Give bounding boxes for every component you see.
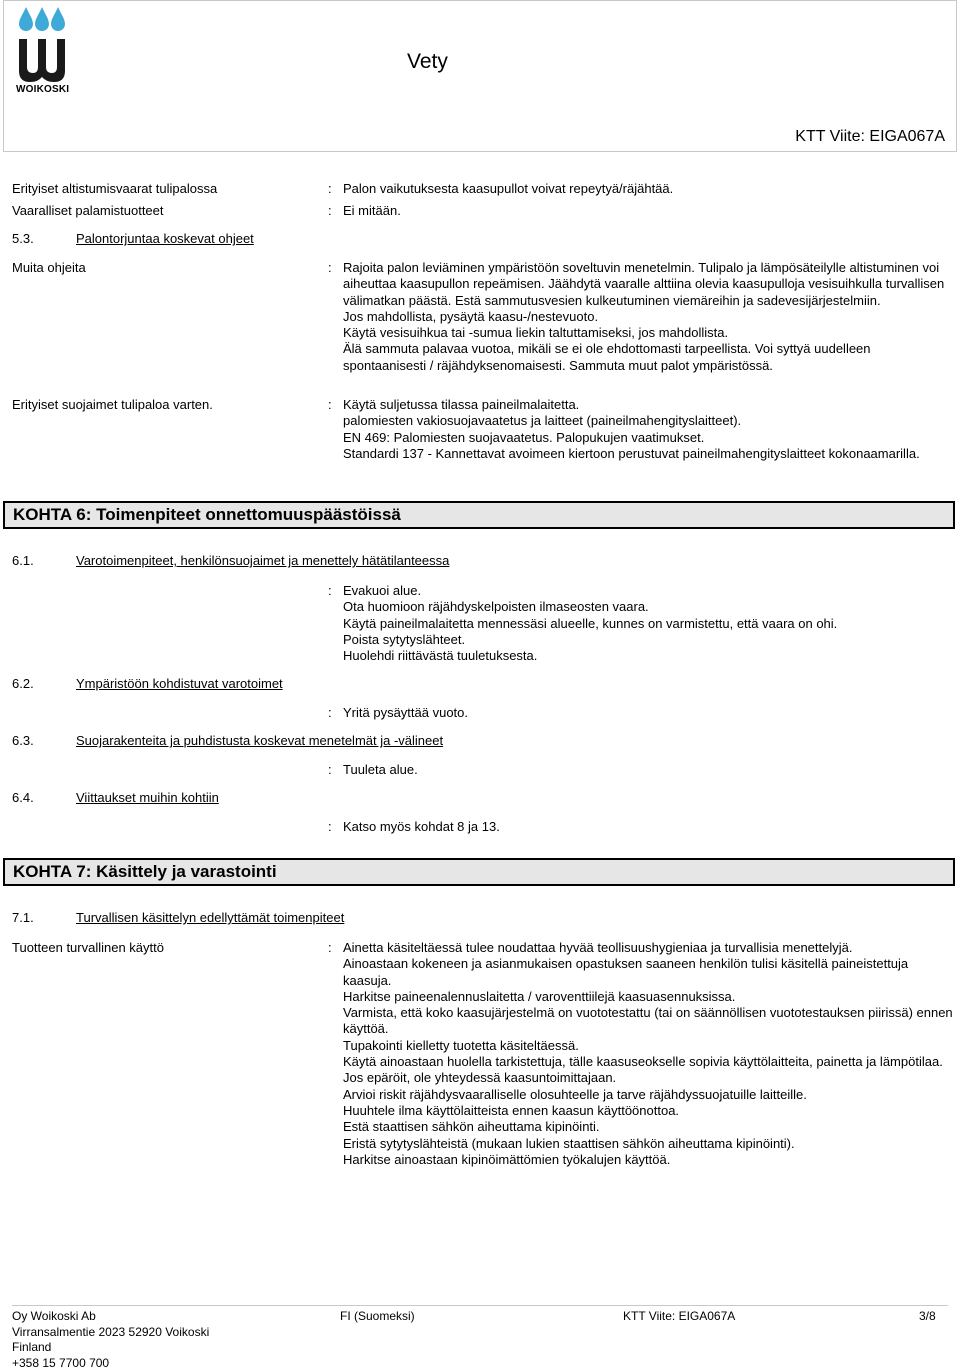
footer-language: FI (Suomeksi) <box>340 1309 415 1325</box>
text-line: Ota huomioon räjähdyskelpoisten ilmaseosten vaara. <box>343 599 955 615</box>
subsection-6-3 <box>12 733 443 749</box>
section-7-heading: KOHTA 7: Käsittely ja varastointi <box>3 858 955 886</box>
footer-phone: +358 15 7700 700 <box>12 1356 209 1371</box>
subsection-number: 6.1. <box>12 553 76 569</box>
colon: : <box>328 762 332 778</box>
colon: : <box>328 181 332 197</box>
value-6-4: Katso myös kohdat 8 ja 13. <box>343 819 955 835</box>
colon: : <box>328 940 332 956</box>
text-line: Harkitse paineenalennuslaitetta / varoventtiilejä kaasuasennuksissa. <box>343 989 955 1005</box>
subsection-6-4 <box>12 790 219 806</box>
header-reference: KTT Viite: EIGA067A <box>795 128 945 146</box>
value-protective-equipment <box>343 397 955 462</box>
subsection-title: Palontorjuntaa koskevat ohjeet <box>76 231 254 246</box>
value-6-2: Yritä pysäyttää vuoto. <box>343 705 955 721</box>
colon: : <box>328 819 332 835</box>
text-line: palomiesten vakiosuojavaatetus ja laitteet (paineilmahengityslaitteet). <box>343 413 955 429</box>
subsection-title: Turvallisen käsittelyn edellyttämät toimenpiteet <box>76 910 344 925</box>
subsection-number: 5.3. <box>12 231 76 247</box>
label-other-instructions: Muita ohjeita <box>12 260 86 276</box>
colon: : <box>328 397 332 413</box>
label-combustion-products: Vaaralliset palamistuotteet <box>12 203 164 219</box>
text-line: Evakuoi alue. <box>343 583 955 599</box>
subsection-number: 6.4. <box>12 790 76 806</box>
footer-divider <box>12 1305 948 1306</box>
woikoski-logo-icon <box>14 5 74 95</box>
subsection-number: 7.1. <box>12 910 76 926</box>
text-line: Käytä vesisuihkua tai -sumua liekin taltuttamiseksi, jos mahdollista. <box>343 325 955 341</box>
colon: : <box>328 203 332 219</box>
value-safe-use <box>343 940 955 1168</box>
footer-reference: KTT Viite: EIGA067A <box>623 1309 735 1325</box>
subsection-title: Viittaukset muihin kohtiin <box>76 790 219 805</box>
text-line: Standardi 137 - Kannettavat avoimeen kiertoon perustuvat paineilmahengityslaitteet kokonaamarilla. <box>343 446 955 462</box>
text-line: Jos mahdollista, pysäytä kaasu-/nestevuoto. <box>343 309 955 325</box>
document-header <box>3 0 957 152</box>
text-line: Huuhtele ilma käyttölaitteista ennen kaasun käyttöönottoa. <box>343 1103 955 1119</box>
subsection-7-1 <box>12 910 344 926</box>
subsection-number: 6.3. <box>12 733 76 749</box>
subsection-5-3 <box>12 231 254 247</box>
text-line: Älä sammuta palavaa vuotoa, mikäli se ei ole ehdottomasti tarpeellista. Voi syttyä uudelleen spontaanisesti / räjähdyksenomaisesti. Sammuta muut palot ympäristössä. <box>343 341 955 374</box>
subsection-number: 6.2. <box>12 676 76 692</box>
value-fire-hazards: Palon vaikutuksesta kaasupullot voivat repeytyä/räjähtää. <box>343 181 955 197</box>
value-6-3: Tuuleta alue. <box>343 762 955 778</box>
text-line: Ainetta käsiteltäessä tulee noudattaa hyvää teollisuushygieniaa ja turvallisia menettelyjä. <box>343 940 955 956</box>
colon: : <box>328 260 332 276</box>
text-line: Huolehdi riittävästä tuuletuksesta. <box>343 648 955 664</box>
section-6-heading: KOHTA 6: Toimenpiteet onnettomuuspäästöissä <box>3 501 955 529</box>
document-title: Vety <box>407 50 448 74</box>
label-fire-hazards: Erityiset altistumisvaarat tulipalossa <box>12 181 217 197</box>
value-combustion-products: Ei mitään. <box>343 203 955 219</box>
text-line: Käytä paineilmalaitetta mennessäsi alueelle, kunnes on varmistettu, että vaara on ohi. <box>343 616 955 632</box>
text-line: Arvioi riskit räjähdysvaaralliselle olosuhteelle ja tarve räjähdyssuojatuille laitteille. <box>343 1087 955 1103</box>
subsection-title: Suojarakenteita ja puhdistusta koskevat menetelmät ja -välineet <box>76 733 443 748</box>
footer-company: Oy Woikoski Ab <box>12 1309 209 1325</box>
subsection-6-2 <box>12 676 283 692</box>
subsection-title: Ympäristöön kohdistuvat varotoimet <box>76 676 283 691</box>
text-line: Käytä suljetussa tilassa paineilmalaitetta. <box>343 397 955 413</box>
logo-wordmark: WOIKOSKI <box>16 84 69 95</box>
footer-address <box>12 1309 209 1371</box>
value-6-1 <box>343 583 955 664</box>
label-safe-use: Tuotteen turvallinen käyttö <box>12 940 164 956</box>
text-line: Poista sytytyslähteet. <box>343 632 955 648</box>
subsection-6-1 <box>12 553 449 569</box>
colon: : <box>328 583 332 599</box>
text-line: Harkitse ainoastaan kipinöimättömien työkalujen käyttöä. <box>343 1152 955 1168</box>
label-protective-equipment: Erityiset suojaimet tulipaloa varten. <box>12 397 213 413</box>
text-line: Rajoita palon leviäminen ympäristöön soveltuvin menetelmin. Tulipalo ja lämpösäteilylle altistuminen voi aiheuttaa kaasupullon repeämisen. Jäähdytä vaaralle alttiina olevia kaasupulloja vesisuihkulla turvallisen välimatkan päästä. Estä sammutusvesien kulkeutuminen viemäreihin ja sadevesijärjestelmiin. <box>343 260 955 309</box>
text-line: Varmista, että koko kaasujärjestelmä on vuototestattu (tai on säännöllisen vuototestauksen piirissä) ennen käyttöä. <box>343 1005 955 1038</box>
footer-street: Virransalmentie 2023 52920 Voikoski <box>12 1325 209 1341</box>
colon: : <box>328 705 332 721</box>
footer-country: Finland <box>12 1340 209 1356</box>
text-line: Eristä sytytyslähteistä (mukaan lukien staattisen sähkön aiheuttama kipinöinti). <box>343 1136 955 1152</box>
text-line: Ainoastaan kokeneen ja asianmukaisen opastuksen saaneen henkilön tulisi käsitellä paineistettuja kaasuja. <box>343 956 955 989</box>
text-line: EN 469: Palomiesten suojavaatetus. Palopukujen vaatimukset. <box>343 430 955 446</box>
text-line: Käytä ainoastaan huolella tarkistettuja, tälle kaasuseokselle sopivia käyttölaitteita, painetta ja lämpötilaa. Jos epäröit, ole yhteydessä kaasuntoimittajaan. <box>343 1054 955 1087</box>
text-line: Estä staattisen sähkön aiheuttama kipinöinti. <box>343 1119 955 1135</box>
value-other-instructions <box>343 260 955 374</box>
subsection-title: Varotoimenpiteet, henkilönsuojaimet ja menettely hätätilanteessa <box>76 553 449 568</box>
text-line: Tupakointi kielletty tuotetta käsiteltäessä. <box>343 1038 955 1054</box>
footer-page-number: 3/8 <box>919 1309 936 1325</box>
